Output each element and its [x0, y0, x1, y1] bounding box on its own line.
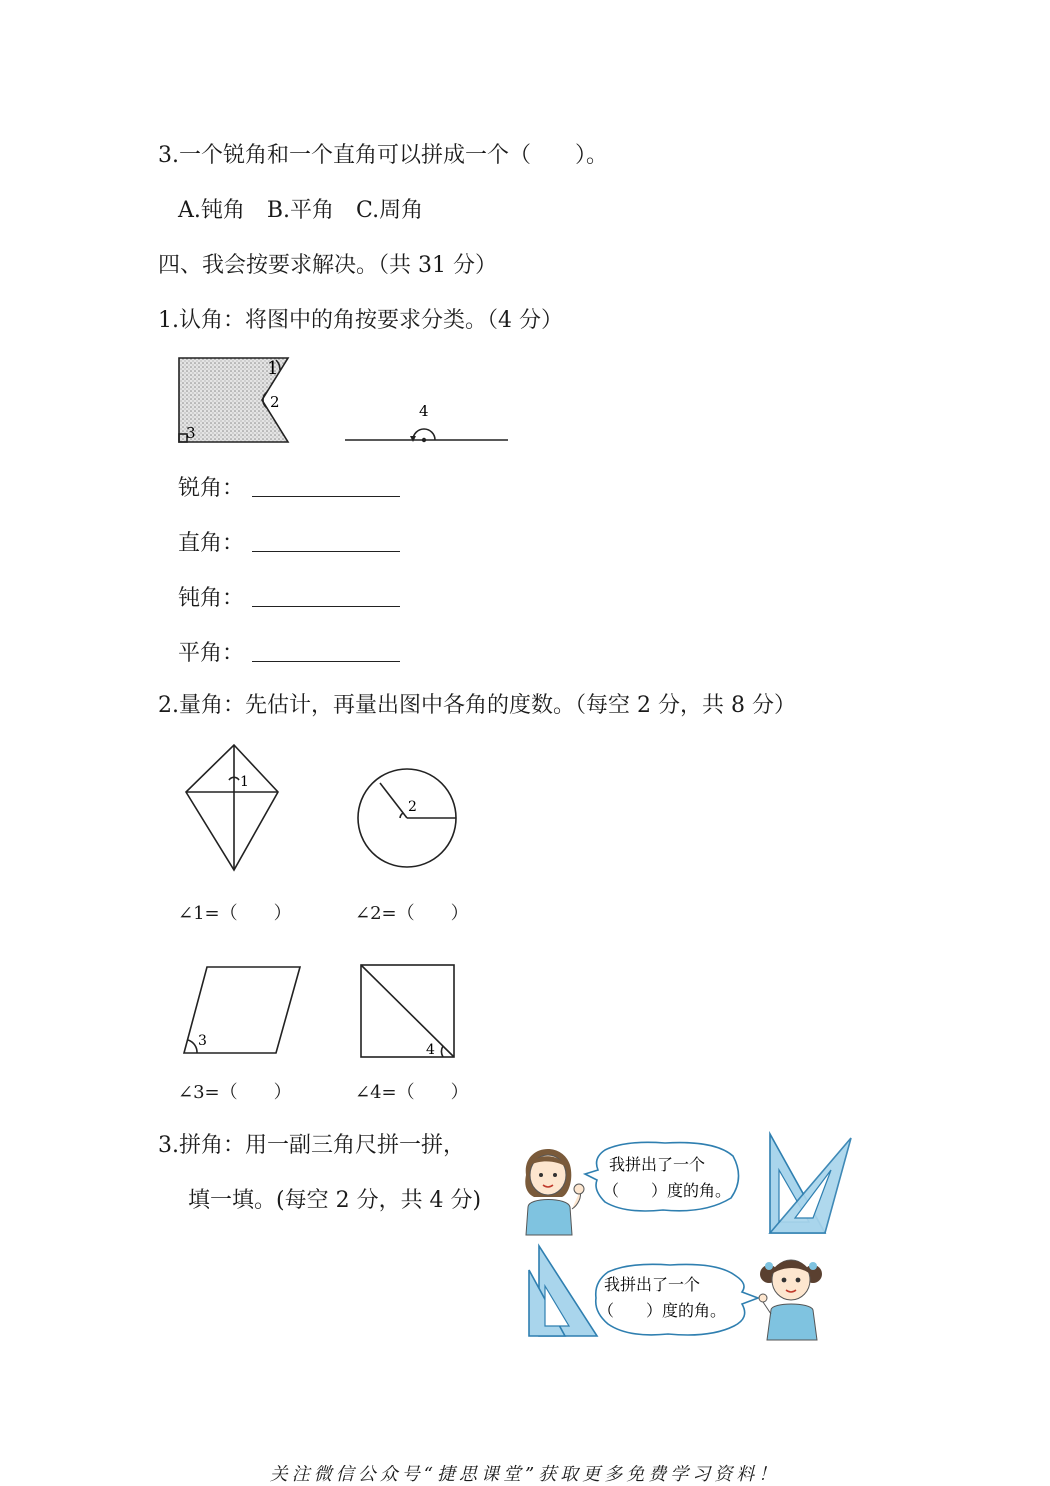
q1-title: 1.认角：将图中的角按要求分类。（4 分）: [158, 308, 563, 333]
answer-blank-right[interactable]: [252, 551, 400, 552]
square-angle-label-4: 4: [426, 1042, 435, 1058]
parallelogram-figure: [180, 962, 310, 1062]
q1-notched-shape-figure: [170, 350, 510, 450]
answer-blank-acute[interactable]: [252, 496, 400, 497]
bubble1-line1: 我拼出了一个: [609, 1155, 706, 1174]
answer-row-obtuse: 钝角：: [178, 586, 245, 611]
girl-illustration-2: [755, 1248, 830, 1343]
speech-bubble-2: [590, 1262, 760, 1342]
angle-3-answer: ∠3=（ ）: [178, 1082, 292, 1103]
footer-promo: 关注微信公众号“捷思课堂”获取更多免费学习资料！: [269, 1464, 781, 1485]
answer-blank-obtuse[interactable]: [252, 606, 400, 607]
q2-title: 2.量角：先估计，再量出图中各角的度数。（每空 2 分，共 8 分）: [158, 693, 796, 718]
answer-blank-straight[interactable]: [252, 661, 400, 662]
arc-arrow: [410, 436, 416, 442]
bubble2-line1: 我拼出了一个: [604, 1275, 701, 1294]
q3-title-line1: 3.拼角：用一副三角尺拼一拼，: [158, 1133, 465, 1158]
angle-label-1: 1: [267, 358, 279, 379]
vertex-dot: [422, 438, 426, 442]
angle-label-3: 3: [186, 424, 196, 442]
circle-figure: [352, 765, 462, 875]
kite-angle-label-1: 1: [240, 774, 249, 790]
speech-bubble-1: [585, 1140, 745, 1220]
choice-question-stem: 3.一个锐角和一个直角可以拼成一个（ ）。: [158, 143, 608, 168]
circle-angle-label-2: 2: [408, 799, 417, 815]
section-heading: 四、我会按要求解决。（共 31 分）: [158, 253, 497, 278]
choice-question-options: A.钝角 B.平角 C.周角: [178, 198, 424, 223]
bubble1-line2: （ ）度的角。: [603, 1181, 732, 1200]
answer-row-acute: 锐角：: [178, 476, 245, 501]
angle-1-answer: ∠1=（ ）: [178, 903, 292, 924]
angle-label-4: 4: [419, 402, 429, 420]
angle-2-answer: ∠2=（ ）: [355, 903, 469, 924]
angle-label-2: 2: [270, 393, 280, 411]
q3-title-line2: 填一填。(每空 2 分，共 4 分): [188, 1188, 482, 1213]
answer-row-straight: 平角：: [178, 641, 245, 666]
bubble2-line2: （ ）度的角。: [598, 1301, 727, 1320]
answer-row-right: 直角：: [178, 531, 245, 556]
angle-4-answer: ∠4=（ ）: [355, 1082, 469, 1103]
parallelogram-angle-label-3: 3: [198, 1033, 207, 1049]
triangle-rulers-1: [765, 1130, 865, 1250]
kite-figure: [180, 740, 290, 880]
square-figure: [358, 962, 458, 1062]
